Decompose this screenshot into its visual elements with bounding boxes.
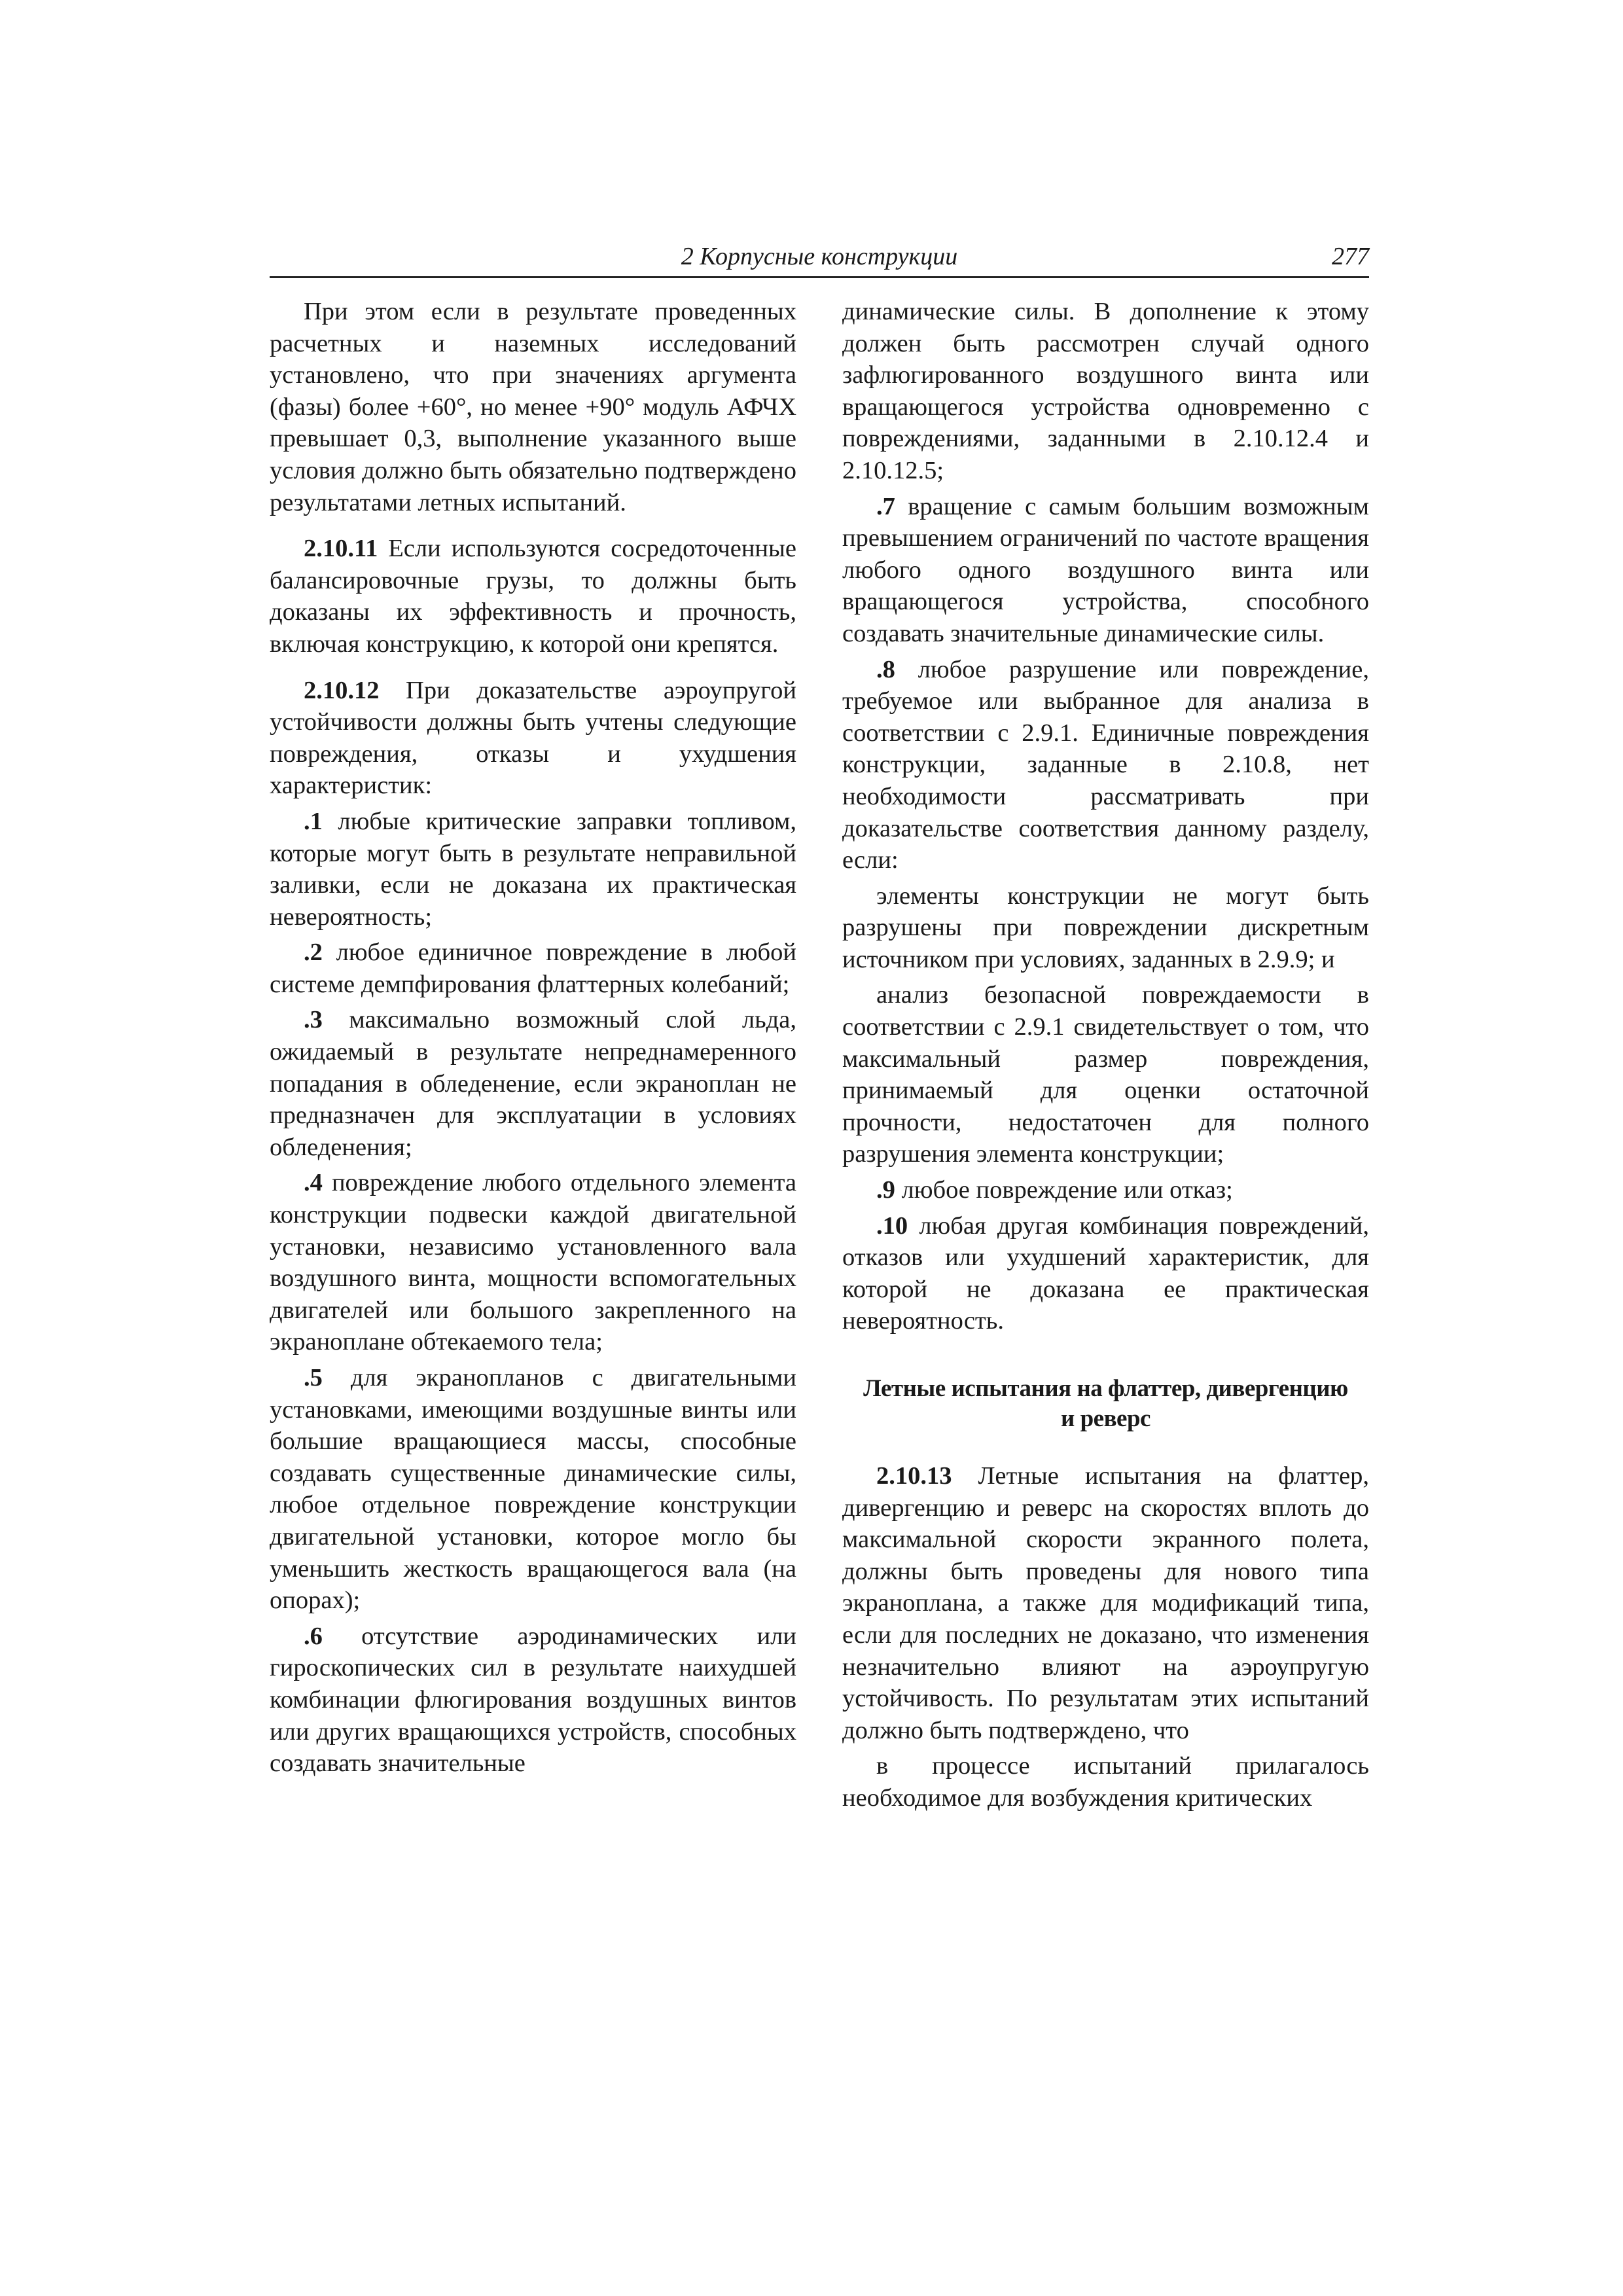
section-number: 2.10.13 <box>876 1462 952 1490</box>
item-text: любая другая комбинация повреждений, отказов или ухудшений характеристик, для которой не доказана ее практическая невероятность. <box>842 1211 1369 1335</box>
item-number: .10 <box>876 1211 908 1240</box>
item-number: .6 <box>304 1622 323 1650</box>
list-item-1 <box>270 806 796 933</box>
list-item-10 <box>842 1210 1369 1337</box>
item-number: .9 <box>876 1176 895 1204</box>
item-number: .1 <box>304 807 323 835</box>
list-item-3 <box>270 1004 796 1163</box>
item-number: .4 <box>304 1169 323 1197</box>
list-item-8 <box>842 654 1369 876</box>
sub-paragraph: элементы конструкции не могут быть разрушены при повреждении дискретным источником при условиях, заданных в 2.9.9; и <box>842 882 1369 973</box>
item-text: любое повреждение или отказ; <box>895 1176 1233 1204</box>
list-item-6 <box>270 1621 796 1780</box>
section-text: При доказательстве аэроупругой устойчивости должны быть учтены следующие повреждения, отказы и ухудшения характеристик: <box>270 676 796 800</box>
section-text: Если используются сосредоточенные балансировочные грузы, то должны быть доказаны их эффективность и прочность, включая конструкцию, к которой они крепятся. <box>270 535 796 658</box>
section-number: 2.10.11 <box>304 535 378 563</box>
section-heading <box>842 1374 1369 1434</box>
running-header <box>270 238 1369 278</box>
heading-line-1: Летные испытания на флаттер, дивергенцию <box>863 1375 1348 1402</box>
section-2-10-13 <box>842 1460 1369 1746</box>
list-item-2 <box>270 937 796 1000</box>
sub-paragraph: анализ безопасной повреждаемости в соответствии с 2.9.1 свидетельствует о том, что максимальный размер повреждения, принимаемый для оценки остаточной прочности, недостаточен для полного разрушения элемента конструкции; <box>842 981 1369 1168</box>
item-text: отсутствие аэродинамических или гироскопических сил в результате наихудшей комбинации флюгирования воздушных винтов или других вращающихся устройств, способных создавать значительные <box>270 1622 796 1778</box>
heading-line-2: и реверс <box>1061 1405 1150 1432</box>
page-number: 277 <box>1332 243 1369 270</box>
list-item-5 <box>270 1362 796 1617</box>
item-number: .2 <box>304 939 323 967</box>
section-number: 2.10.12 <box>304 676 380 704</box>
section-2-10-11 <box>270 533 796 660</box>
item-text: повреждение любого отдельного элемента конструкции подвески каждой двигательной установки, независимо установленного вала воздушного винта, мощности вспомогательных двигателей или большого закрепленного на экраноплане обтекаемого тела; <box>270 1169 796 1356</box>
running-title: 2 Корпусные конструкции <box>681 243 958 270</box>
item-number: .5 <box>304 1364 323 1391</box>
left-column <box>270 296 796 1780</box>
item-number: .7 <box>876 492 895 520</box>
section-text: Летные испытания на флаттер, дивергенцию и реверс на скоростях вплоть до максимальной скорости экранного полета, должны быть проведены для нового типа экраноплана, а также для модификаций типа, если для последних не доказано, что изменения незначительно влияют на аэроупругую устойчивость. По результатам этих испытаний должно быть подтверждено, что <box>842 1462 1369 1744</box>
item-text: вращение с самым большим возможным превышением ограничений по частоте вращения любого одного воздушного винта или вращающегося устройства, способного создавать значительные динамические силы. <box>842 492 1369 647</box>
paragraph: в процессе испытаний прилагалось необходимое для возбуждения критических <box>842 1752 1369 1812</box>
right-column <box>842 296 1369 1814</box>
list-item-4 <box>270 1167 796 1358</box>
list-item-9 <box>842 1174 1369 1206</box>
item-number: .3 <box>304 1006 323 1034</box>
item-number: .8 <box>876 655 895 683</box>
paragraph: При этом если в результате проведенных расчетных и наземных исследований установлено, что при значениях аргумента (фазы) более +60°, но менее +90° модуль АФЧХ превышает 0,3, выполнение указанного выше условия должно быть обязательно подтверждено результатами летных испытаний. <box>270 298 796 516</box>
item-text: максимально возможный слой льда, ожидаемый в результате непреднамеренного попадания в обледенение, если экраноплан не предназначен для эксплуатации в условиях обледенения; <box>270 1006 796 1161</box>
section-2-10-12 <box>270 675 796 802</box>
paragraph-continued: динамические силы. В дополнение к этому должен быть рассмотрен случай одного зафлюгированного воздушного винта или вращающегося устройства одновременно с повреждениями, заданными в 2.10.12.4 и 2.10.12.5; <box>842 298 1369 484</box>
item-text: для экранопланов с двигательными установками, имеющими воздушные винты или большие вращающиеся массы, способные создавать существенные динамические силы, любое отдельное повреждение конструкции двигательной установки, которое могло бы уменьшить жесткость вращающегося вала (на опорах); <box>270 1364 796 1615</box>
item-text: любое разрушение или повреждение, требуемое или выбранное для анализа в соответствии с 2.9.1. Единичные повреждения конструкции, заданные в 2.10.8, нет необходимости рассматривать при доказательстве соответствия данному разделу, если: <box>842 655 1369 874</box>
item-text: любое единичное повреждение в любой системе демпфирования флаттерных колебаний; <box>270 939 796 998</box>
item-text: любые критические заправки топливом, которые могут быть в результате неправильной заливки, если не доказана их практическая невероятность; <box>270 807 796 931</box>
list-item-7 <box>842 491 1369 650</box>
